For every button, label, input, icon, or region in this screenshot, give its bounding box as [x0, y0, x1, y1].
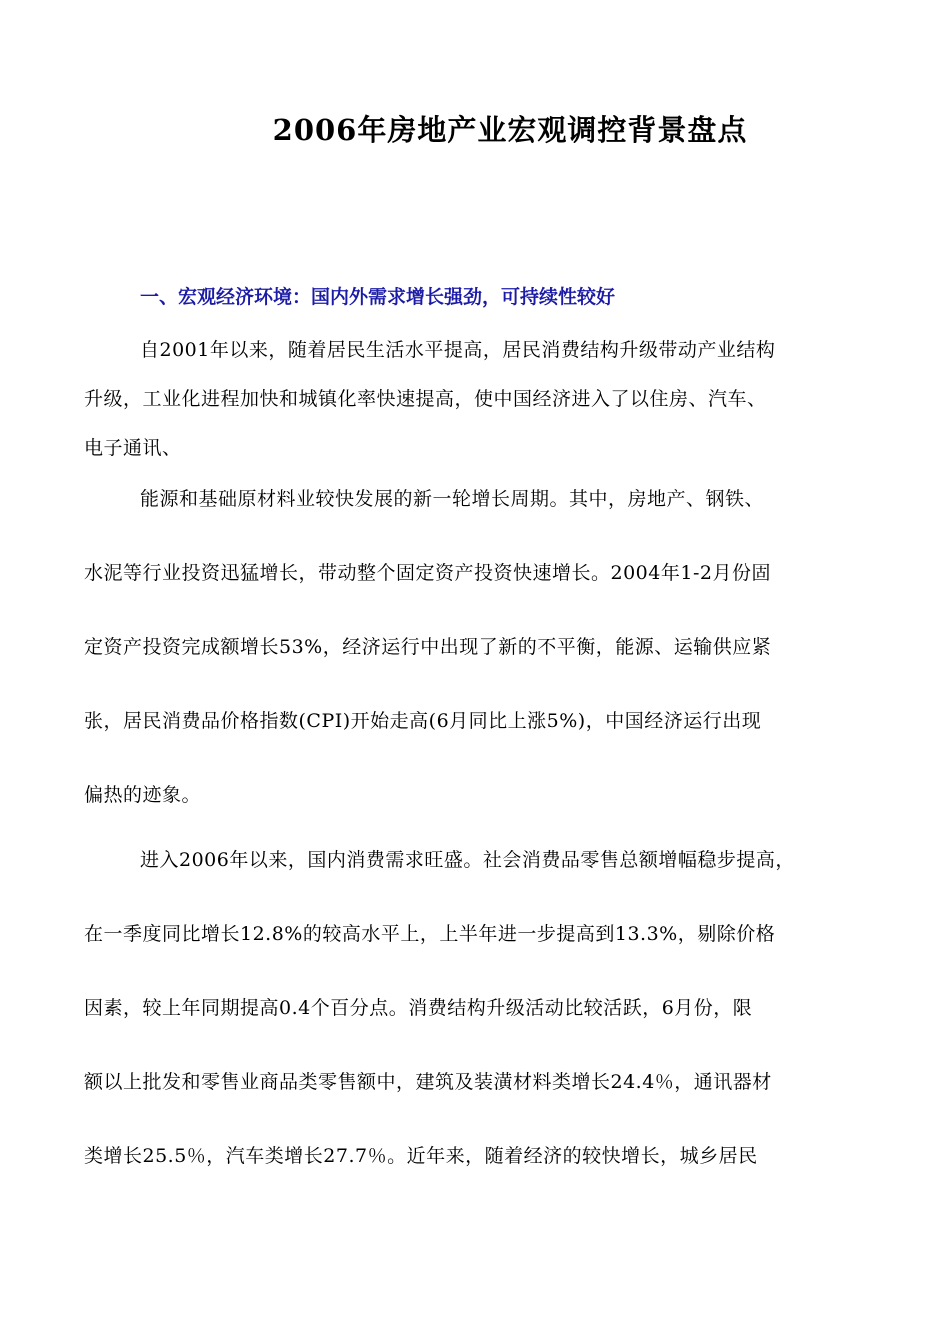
paragraph-line: 额以上批发和零售业商品类零售额中，建筑及装潢材料类增长24.4％，通讯器材: [84, 1071, 772, 1093]
paragraph-line: 升级，工业化进程加快和城镇化率快速提高，使中国经济进入了以住房、汽车、: [84, 388, 767, 410]
paragraph-line: 因素，较上年同期提高0.4个百分点。消费结构升级活动比较活跃，6月份，限: [84, 997, 753, 1019]
paragraph-line: 自2001年以来，随着居民生活水平提高，居民消费结构升级带动产业结构: [140, 339, 776, 361]
paragraph-line: 张，居民消费品价格指数(CPI)开始走高(6月同比上涨5%)，中国经济运行出现: [84, 710, 762, 732]
paragraph-line: 水泥等行业投资迅猛增长，带动整个固定资产投资快速增长。2004年1-2月份固: [84, 562, 771, 584]
paragraph-line: 在一季度同比增长12.8%的较高水平上，上半年进一步提高到13.3%，剔除价格: [84, 923, 776, 945]
paragraph-line: 类增长25.5％，汽车类增长27.7％。近年来，随着经济的较快增长，城乡居民: [84, 1145, 758, 1167]
paragraph-line: 电子通讯、: [84, 437, 182, 459]
document-title: 2006年房地产业宏观调控背景盘点: [272, 113, 748, 147]
paragraph-line: 进入2006年以来，国内消费需求旺盛。社会消费品零售总额增幅稳步提高，: [140, 849, 795, 871]
paragraph-line: 定资产投资完成额增长53%，经济运行中出现了新的不平衡，能源、运输供应紧: [84, 636, 772, 658]
paragraph-line: 偏热的迹象。: [84, 784, 202, 806]
section-heading: 一、宏观经济环境：国内外需求增长强劲，可持续性较好: [140, 286, 616, 308]
paragraph-line: 能源和基础原材料业较快发展的新一轮增长周期。其中，房地产、钢铁、: [140, 488, 765, 510]
